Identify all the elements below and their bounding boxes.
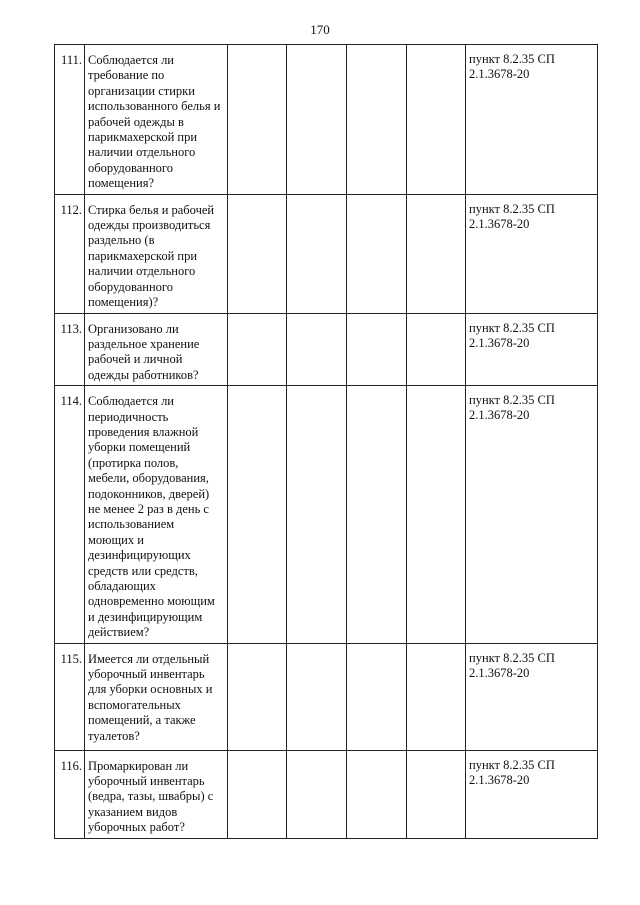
row-number: 112. [55, 194, 85, 313]
row-number: 113. [55, 313, 85, 386]
answer-cell-4 [407, 750, 466, 838]
question-line: моющих и [88, 532, 144, 547]
answer-cell-3 [347, 643, 407, 750]
question-line: помещения? [88, 176, 155, 191]
question-line: уборочных работ? [88, 820, 185, 835]
answer-cell-1 [228, 45, 287, 195]
page-number: 170 [310, 22, 330, 37]
answer-cell-1 [228, 643, 287, 750]
question-line: периодичность [88, 409, 169, 424]
question-line: оборудованного [88, 279, 173, 294]
reference-line: 2.1.3678-20 [469, 216, 530, 231]
reference-cell [466, 386, 598, 644]
answer-cell-2 [287, 643, 347, 750]
question-line: уборки помещений [88, 440, 191, 455]
question-line: уборочный инвентарь [88, 667, 205, 682]
question-line: парикмахерской при [88, 130, 198, 145]
question-cell [85, 386, 228, 644]
question-line: парикмахерской при [88, 248, 198, 263]
question-line: оборудованного [88, 160, 173, 175]
row-number: 116. [55, 750, 85, 838]
question-line: использованного белья и [88, 99, 221, 114]
question-line: уборочный инвентарь [88, 774, 205, 789]
question-line: проведения влажной [88, 424, 199, 439]
question-line: одновременно моющим [88, 594, 215, 609]
question-line: и дезинфицирующим [88, 609, 203, 624]
answer-cell-1 [228, 750, 287, 838]
question-line: помещения)? [88, 295, 159, 310]
reference-line: 2.1.3678-20 [469, 335, 530, 350]
row-number: 115. [55, 643, 85, 750]
answer-cell-3 [347, 45, 407, 195]
answer-cell-4 [407, 313, 466, 386]
reference-cell [466, 194, 598, 313]
answer-cell-2 [287, 45, 347, 195]
question-line: средств или средств, [88, 563, 198, 578]
row-number: 111. [55, 45, 85, 195]
answer-cell-3 [347, 386, 407, 644]
question-line: Соблюдается ли [88, 53, 174, 67]
reference-line: пункт 8.2.35 СП [469, 320, 555, 335]
table-row [55, 643, 598, 750]
reference-cell [466, 45, 598, 195]
answer-cell-3 [347, 313, 407, 386]
table-row [55, 45, 598, 195]
question-line: требование по [88, 68, 165, 83]
table-row [55, 194, 598, 313]
reference-line: 2.1.3678-20 [469, 665, 530, 680]
question-line: наличии отдельного [88, 145, 196, 160]
question-line: Имеется ли отдельный [88, 651, 210, 666]
question-line: организации стирки [88, 83, 195, 98]
question-line: Организовано ли [88, 321, 179, 336]
question-line: действием? [88, 625, 150, 640]
answer-cell-4 [407, 643, 466, 750]
question-cell [85, 313, 228, 386]
question-line: мебели, оборудования, [88, 471, 209, 486]
checklist-table [54, 44, 598, 839]
reference-cell [466, 750, 598, 838]
question-line: раздельное хранение [88, 336, 200, 351]
answer-cell-4 [407, 45, 466, 195]
answer-cell-1 [228, 386, 287, 644]
question-line: указанием видов [88, 804, 178, 819]
question-line: для уборки основных и [88, 682, 213, 697]
reference-line: пункт 8.2.35 СП [469, 201, 555, 216]
answer-cell-2 [287, 750, 347, 838]
answer-cell-2 [287, 313, 347, 386]
question-line: вспомогательных [88, 697, 181, 712]
answer-cell-4 [407, 386, 466, 644]
table-row [55, 386, 598, 644]
answer-cell-4 [407, 194, 466, 313]
question-cell [85, 45, 228, 195]
question-line: одежды производиться [88, 218, 211, 233]
checklist-body [55, 45, 598, 839]
question-line: помещений, а также [88, 713, 196, 728]
answer-cell-1 [228, 313, 287, 386]
answer-cell-3 [347, 194, 407, 313]
question-cell [85, 750, 228, 838]
reference-cell [466, 643, 598, 750]
reference-line: пункт 8.2.35 СП [469, 650, 555, 665]
answer-cell-3 [347, 750, 407, 838]
question-line: Стирка белья и рабочей [88, 202, 215, 217]
table-row [55, 750, 598, 838]
table-row [55, 313, 598, 386]
question-line: туалетов? [88, 728, 140, 743]
question-line: обладающих [88, 579, 156, 593]
reference-line: пункт 8.2.35 СП [469, 757, 555, 772]
question-line: наличии отдельного [88, 264, 196, 279]
reference-line: 2.1.3678-20 [469, 67, 530, 81]
question-line: использованием [88, 517, 175, 532]
question-line: не менее 2 раз в день с [88, 501, 209, 516]
row-number: 114. [55, 386, 85, 644]
answer-cell-2 [287, 386, 347, 644]
question-line: раздельно (в [88, 233, 155, 248]
question-line: (протирка полов, [88, 455, 179, 470]
answer-cell-1 [228, 194, 287, 313]
question-line: рабочей и личной [88, 352, 183, 367]
question-line: рабочей одежды в [88, 114, 184, 129]
question-line: Соблюдается ли [88, 394, 174, 409]
reference-cell [466, 313, 598, 386]
question-cell [85, 194, 228, 313]
question-line: дезинфицирующих [88, 548, 191, 563]
reference-line: пункт 8.2.35 СП [469, 393, 555, 408]
reference-line: 2.1.3678-20 [469, 772, 530, 787]
question-line: подоконников, дверей) [88, 486, 210, 501]
question-line: (ведра, тазы, швабры) с [88, 789, 214, 804]
question-line: Промаркирован ли [88, 758, 189, 773]
reference-line: 2.1.3678-20 [469, 408, 530, 423]
answer-cell-2 [287, 194, 347, 313]
question-cell [85, 643, 228, 750]
question-line: одежды работников? [88, 367, 199, 382]
reference-line: пункт 8.2.35 СП [469, 52, 555, 66]
